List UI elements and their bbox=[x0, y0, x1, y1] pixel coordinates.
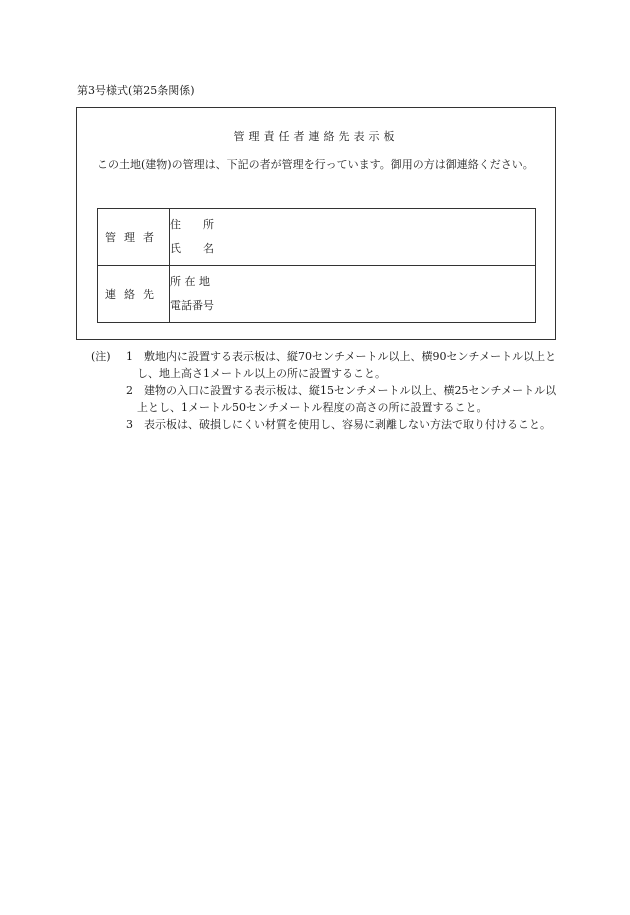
contact-fields bbox=[170, 266, 536, 323]
manager-name-label: 氏 名 bbox=[170, 242, 214, 255]
contact-phone-label: 電話番号 bbox=[170, 299, 214, 312]
notes-label: (注) bbox=[91, 350, 111, 363]
intro-text: この土地(建物)の管理は、下記の者が管理を行っています。御用の方は御連絡ください。 bbox=[97, 158, 534, 171]
manager-fields bbox=[170, 209, 536, 266]
note-number: 2 bbox=[126, 384, 133, 397]
notes-section bbox=[91, 348, 561, 433]
note-number: 3 bbox=[126, 418, 133, 431]
manager-address-label: 住 所 bbox=[170, 218, 214, 231]
board-title: 管理責任者連絡先表示板 bbox=[233, 130, 399, 143]
note-number: 1 bbox=[126, 350, 133, 363]
contact-location-label: 所 在 地 bbox=[170, 275, 210, 288]
manager-row bbox=[98, 209, 536, 266]
note-item bbox=[126, 348, 561, 382]
contact-table bbox=[97, 208, 536, 323]
note-text: 敷地内に設置する表示板は、縦70センチメートル以上、横90センチメートル以上とし、地上高さ1メートル以上の所に設置すること。 bbox=[137, 350, 557, 380]
note-text: 表示板は、破損しにくい材質を使用し、容易に剥離しない方法で取り付けること。 bbox=[144, 418, 551, 431]
note-item bbox=[126, 382, 561, 416]
contact-header: 連絡先 bbox=[98, 266, 170, 323]
manager-header: 管理者 bbox=[98, 209, 170, 266]
contact-row bbox=[98, 266, 536, 323]
note-text: 建物の入口に設置する表示板は、縦15センチメートル以上、横25センチメートル以上とし、1メートル50センチメートル程度の高さの所に設置すること。 bbox=[137, 384, 557, 414]
sign-board-frame bbox=[76, 107, 556, 340]
form-number: 第3号様式(第25条関係) bbox=[77, 84, 195, 97]
note-item bbox=[126, 416, 561, 433]
